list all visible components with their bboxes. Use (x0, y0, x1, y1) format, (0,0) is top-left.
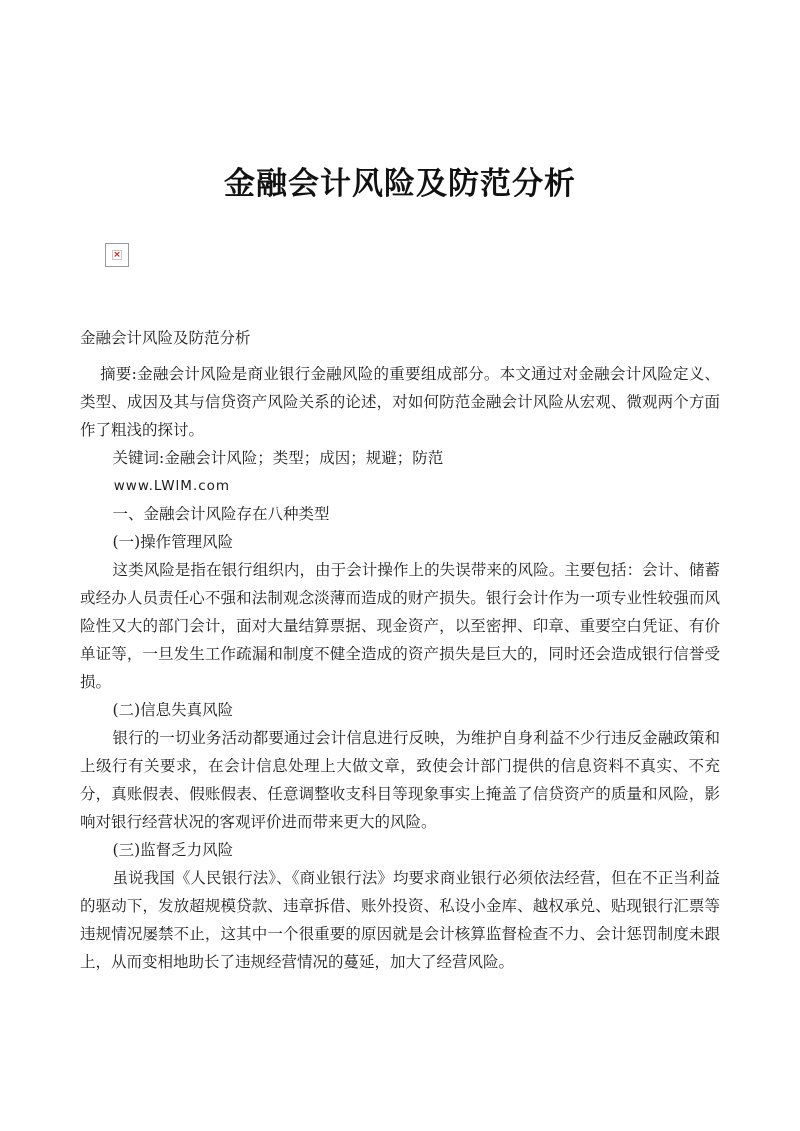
subsection-heading: (二)信息失真风险 (112, 701, 234, 719)
broken-image-icon (105, 243, 129, 267)
section-heading: 一、金融会计风险存在八种类型 (112, 505, 330, 523)
subsection-heading: (三)监督乏力风险 (112, 841, 234, 859)
paragraph: 银行的一切业务活动都要通过会计信息进行反映，为维护自身利益不少行违反金融政策和上级行有关要求，在会计信息处理上大做文章，致使会计部门提供的信息资料不真实、不充分，真账假表、假账假表、任意调整收支科目等现象事实上掩盖了信贷资产的质量和风险，影响对银行经营状况的客观评价进而带来更大的风险。 (80, 729, 720, 831)
paragraph: 虽说我国《人民银行法》、《商业银行法》均要求商业银行必须依法经营，但在不正当利益的驱动下，发放超规模贷款、违章拆借、账外投资、私设小金库、越权承兑、贴现银行汇票等违规情况屡禁不止，这其中一个很重要的原因就是会计核算监督检查不力、会计惩罚制度未跟上，从而变相地助长了违规经营情况的蔓延，加大了经营风险。 (80, 869, 720, 971)
image-error-mark: × (113, 250, 121, 260)
document-body (80, 324, 720, 976)
keywords-line: 关键词:金融会计风险；类型；成因；规避；防范 (112, 449, 444, 467)
subsection-heading: (一)操作管理风险 (112, 533, 234, 551)
document-title: 金融会计风险及防范分析 (224, 166, 576, 202)
source-url: www.LWlM.com (113, 478, 231, 494)
paragraph: 这类风险是指在银行组织内，由于会计操作上的失误带来的风险。主要包括：会计、储蓄或经办人员责任心不强和法制观念淡薄而造成的财产损失。银行会计作为一项专业性较强而风险性又大的部门会计，面对大量结算票据、现金资产，以至密押、印章、重要空白凭证、有价单证等，一旦发生工作疏漏和制度不健全造成的资产损失是巨大的，同时还会造成银行信誉受损。 (80, 561, 720, 691)
abstract-paragraph: 摘要:金融会计风险是商业银行金融风险的重要组成部分。本文通过对金融会计风险定义、类型、成因及其与信贷资产风险关系的论述，对如何防范金融会计风险从宏观、微观两个方面作了粗浅的探讨。 (80, 365, 720, 439)
document-subtitle: 金融会计风险及防范分析 (80, 329, 251, 347)
